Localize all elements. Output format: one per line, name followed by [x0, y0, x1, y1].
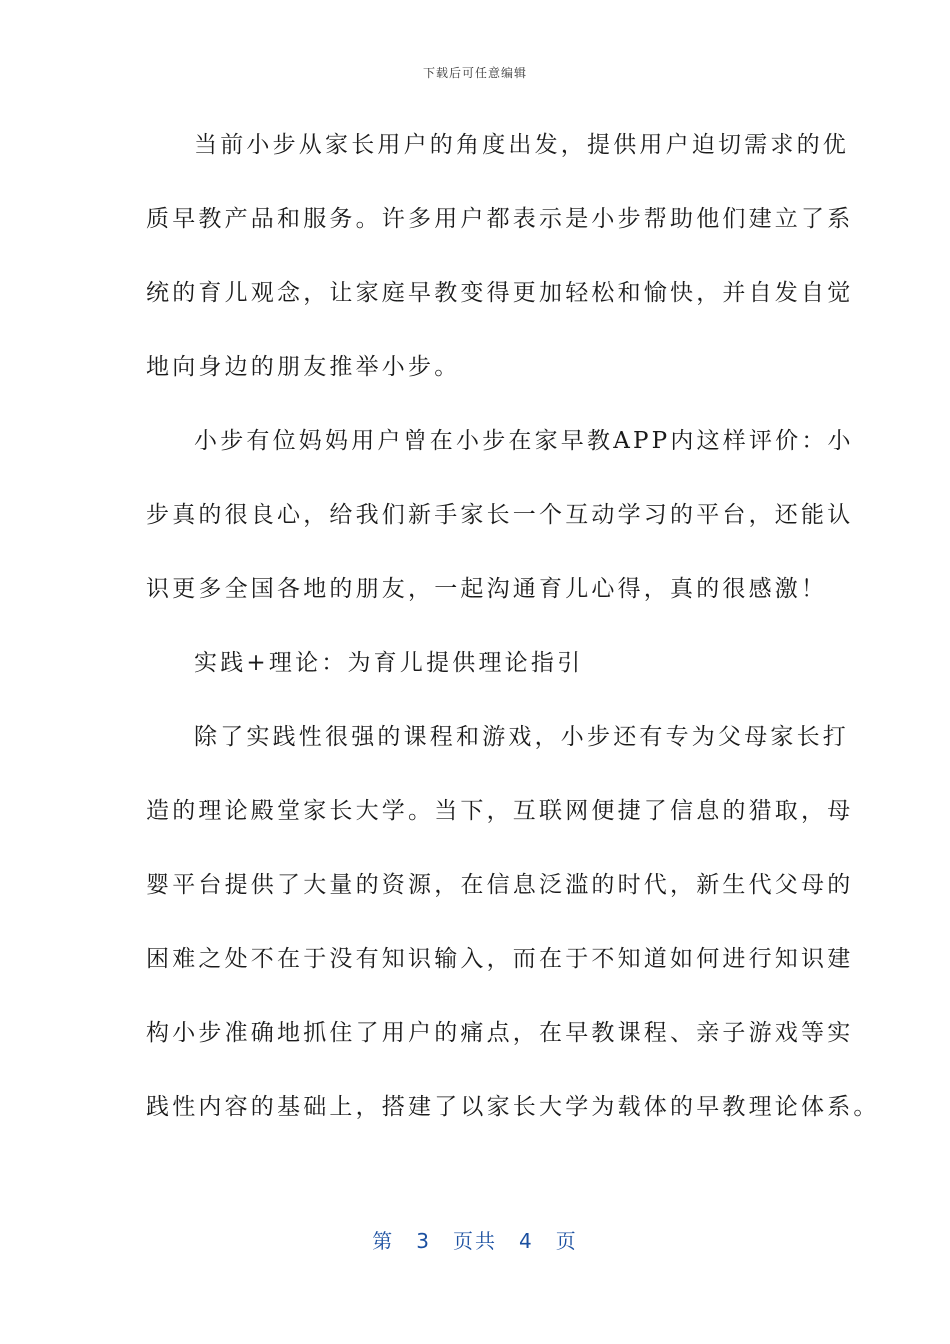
text-line: 造的理论殿堂家长大学。当下，互联网便捷了信息的猎取，母: [146, 798, 854, 824]
footer-middle: 页共: [453, 1229, 497, 1253]
text-line: 统的育儿观念，让家庭早教变得更加轻松和愉快，并自发自觉: [146, 280, 854, 306]
paragraph-2: [146, 404, 854, 626]
page-footer: [0, 1225, 950, 1254]
text-line: 当前小步从家长用户的角度出发，提供用户迫切需求的优: [194, 132, 849, 158]
body-text: [146, 108, 880, 1144]
text-line: 步真的很良心，给我们新手家长一个互动学习的平台，还能认: [146, 502, 854, 528]
text-line: 除了实践性很强的课程和游戏，小步还有专为父母家长打: [194, 724, 849, 750]
text-line: 识更多全国各地的朋友，一起沟通育儿心得，真的很感激！: [146, 576, 828, 602]
text-line: 婴平台提供了大量的资源，在信息泛滥的时代，新生代父母的: [146, 872, 854, 898]
text-line: 构小步准确地抓住了用户的痛点，在早教课程、亲子游戏等实: [146, 1020, 854, 1046]
section-heading: [146, 626, 806, 700]
heading-line: 实践+理论：为育儿提供理论指引: [194, 650, 584, 676]
footer-prefix: 第: [372, 1229, 395, 1253]
text-line: 困难之处不在于没有知识输入，而在于不知道如何进行知识建: [146, 946, 854, 972]
paragraph-1: [146, 108, 854, 404]
text-line: 地向身边的朋友推举小步。: [146, 354, 461, 380]
header-note: 下载后可任意编辑: [422, 66, 527, 80]
footer-current-page: 3: [416, 1229, 431, 1253]
text-line: 质早教产品和服务。许多用户都表示是小步帮助他们建立了系: [146, 206, 854, 232]
footer-suffix: 页: [555, 1229, 578, 1253]
paragraph-3: [146, 700, 880, 1144]
footer-total-pages: 4: [519, 1229, 534, 1253]
text-line: 践性内容的基础上，搭建了以家长大学为载体的早教理论体系。: [146, 1094, 880, 1120]
text-line: 小步有位妈妈用户曾在小步在家早教APP内这样评价：小: [194, 428, 854, 454]
